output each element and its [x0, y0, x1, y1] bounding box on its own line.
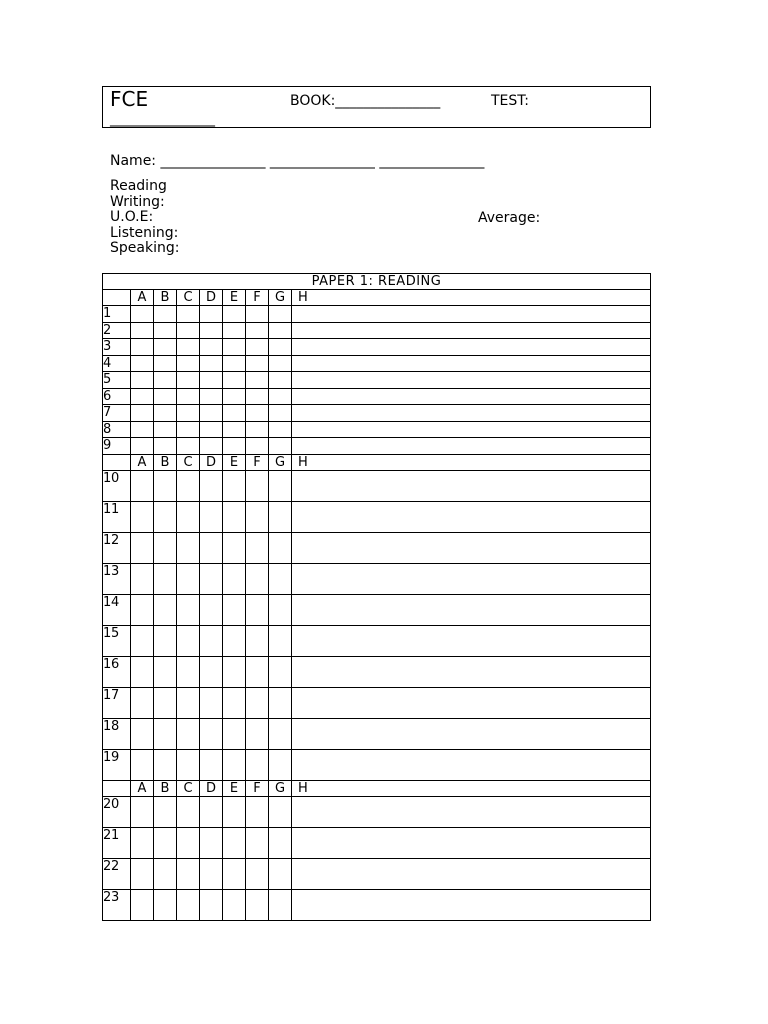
letter-header-h: H [292, 290, 651, 306]
question-number: 1 [103, 306, 131, 323]
answer-cell-b[interactable] [154, 470, 177, 501]
letter-header-c: C [177, 454, 200, 470]
answer-cell-d[interactable] [200, 470, 223, 501]
answer-cell-h[interactable] [292, 625, 651, 656]
answer-cell-c[interactable] [177, 687, 200, 718]
answer-cell-c[interactable] [177, 532, 200, 563]
answer-cell-a[interactable] [131, 322, 154, 339]
answer-cell-h[interactable] [292, 322, 651, 339]
answer-cell-f[interactable] [246, 749, 269, 780]
test-field: TEST: [491, 93, 530, 109]
answer-cell-h[interactable] [292, 858, 651, 889]
answer-cell-a[interactable] [131, 594, 154, 625]
answer-cell-e[interactable] [223, 421, 246, 438]
answer-cell-c[interactable] [177, 388, 200, 405]
answer-cell-d[interactable] [200, 339, 223, 356]
answer-cell-a[interactable] [131, 470, 154, 501]
answer-cell-a[interactable] [131, 656, 154, 687]
answer-cell-g[interactable] [269, 438, 292, 455]
answer-cell-g[interactable] [269, 501, 292, 532]
question-number: 15 [103, 625, 131, 656]
answer-cell-h[interactable] [292, 532, 651, 563]
question-number: 20 [103, 796, 131, 827]
letter-header-a: A [131, 290, 154, 306]
answer-cell-c[interactable] [177, 625, 200, 656]
question-row [103, 532, 651, 563]
answer-cell-h[interactable] [292, 372, 651, 389]
answer-cell-g[interactable] [269, 405, 292, 422]
answer-cell-b[interactable] [154, 388, 177, 405]
question-number: 13 [103, 563, 131, 594]
answer-cell-h[interactable] [292, 687, 651, 718]
answer-cell-h[interactable] [292, 889, 651, 920]
answer-cell-e[interactable] [223, 858, 246, 889]
corner-cell [103, 290, 131, 306]
question-number: 2 [103, 322, 131, 339]
answer-cell-f[interactable] [246, 532, 269, 563]
letter-header-e: E [223, 780, 246, 796]
question-number: 11 [103, 501, 131, 532]
letter-header-row [103, 290, 651, 306]
answer-cell-g[interactable] [269, 749, 292, 780]
answer-cell-a[interactable] [131, 718, 154, 749]
answer-cell-d[interactable] [200, 532, 223, 563]
answer-cell-g[interactable] [269, 687, 292, 718]
answer-cell-f[interactable] [246, 625, 269, 656]
answer-cell-e[interactable] [223, 625, 246, 656]
answer-cell-g[interactable] [269, 372, 292, 389]
test-field-line: _______________ [110, 111, 215, 127]
question-number: 9 [103, 438, 131, 455]
answer-cell-f[interactable] [246, 405, 269, 422]
answer-cell-b[interactable] [154, 501, 177, 532]
answer-cell-e[interactable] [223, 749, 246, 780]
answer-cell-d[interactable] [200, 749, 223, 780]
answer-cell-h[interactable] [292, 718, 651, 749]
letter-header-g: G [269, 290, 292, 306]
answer-cell-e[interactable] [223, 827, 246, 858]
answer-cell-e[interactable] [223, 532, 246, 563]
answer-cell-h[interactable] [292, 355, 651, 372]
paper-title: PAPER 1: READING [103, 274, 651, 290]
answer-cell-h[interactable] [292, 339, 651, 356]
answer-cell-b[interactable] [154, 339, 177, 356]
question-number: 6 [103, 388, 131, 405]
question-row [103, 594, 651, 625]
question-row [103, 355, 651, 372]
question-number: 16 [103, 656, 131, 687]
answer-cell-b[interactable] [154, 322, 177, 339]
answer-cell-g[interactable] [269, 421, 292, 438]
answer-cell-f[interactable] [246, 889, 269, 920]
answer-cell-b[interactable] [154, 421, 177, 438]
question-row [103, 405, 651, 422]
answer-cell-a[interactable] [131, 749, 154, 780]
question-number: 8 [103, 421, 131, 438]
answer-cell-f[interactable] [246, 339, 269, 356]
answer-cell-b[interactable] [154, 563, 177, 594]
answer-cell-a[interactable] [131, 625, 154, 656]
answer-cell-f[interactable] [246, 656, 269, 687]
question-number: 21 [103, 827, 131, 858]
answer-cell-d[interactable] [200, 625, 223, 656]
answer-cell-a[interactable] [131, 563, 154, 594]
answer-cell-h[interactable] [292, 594, 651, 625]
answer-cell-c[interactable] [177, 322, 200, 339]
answer-cell-g[interactable] [269, 594, 292, 625]
answer-cell-h[interactable] [292, 405, 651, 422]
letter-header-d: D [200, 290, 223, 306]
answer-cell-a[interactable] [131, 501, 154, 532]
answer-cell-f[interactable] [246, 501, 269, 532]
answer-cell-a[interactable] [131, 339, 154, 356]
letter-header-h: H [292, 454, 651, 470]
question-row [103, 625, 651, 656]
answer-cell-d[interactable] [200, 405, 223, 422]
question-number: 4 [103, 355, 131, 372]
question-number: 17 [103, 687, 131, 718]
question-row [103, 339, 651, 356]
letter-header-f: F [246, 454, 269, 470]
question-row [103, 306, 651, 323]
answer-cell-a[interactable] [131, 827, 154, 858]
answer-cell-c[interactable] [177, 470, 200, 501]
answer-cell-e[interactable] [223, 388, 246, 405]
answer-cell-f[interactable] [246, 355, 269, 372]
question-number: 23 [103, 889, 131, 920]
answer-cell-d[interactable] [200, 421, 223, 438]
answer-cell-a[interactable] [131, 889, 154, 920]
answer-cell-g[interactable] [269, 563, 292, 594]
question-row [103, 470, 651, 501]
answer-cell-b[interactable] [154, 687, 177, 718]
question-number: 5 [103, 372, 131, 389]
answer-cell-h[interactable] [292, 656, 651, 687]
answer-cell-d[interactable] [200, 388, 223, 405]
answer-cell-d[interactable] [200, 858, 223, 889]
answer-cell-h[interactable] [292, 796, 651, 827]
letter-header-c: C [177, 780, 200, 796]
answer-cell-b[interactable] [154, 625, 177, 656]
question-number: 22 [103, 858, 131, 889]
answer-cell-b[interactable] [154, 656, 177, 687]
name-field: Name: _______________ _______________ _______________ [110, 153, 485, 169]
answer-cell-b[interactable] [154, 749, 177, 780]
answer-cell-c[interactable] [177, 594, 200, 625]
average-label: Average: [478, 210, 541, 226]
answer-cell-a[interactable] [131, 796, 154, 827]
answer-cell-d[interactable] [200, 827, 223, 858]
question-row [103, 718, 651, 749]
question-row [103, 438, 651, 455]
answer-cell-g[interactable] [269, 889, 292, 920]
question-row [103, 796, 651, 827]
answer-cell-h[interactable] [292, 749, 651, 780]
answer-cell-d[interactable] [200, 306, 223, 323]
answer-cell-f[interactable] [246, 388, 269, 405]
answer-cell-f[interactable] [246, 563, 269, 594]
answer-cell-d[interactable] [200, 687, 223, 718]
answer-cell-e[interactable] [223, 405, 246, 422]
answer-cell-a[interactable] [131, 687, 154, 718]
answer-cell-h[interactable] [292, 470, 651, 501]
answer-cell-g[interactable] [269, 532, 292, 563]
answer-cell-b[interactable] [154, 355, 177, 372]
answer-cell-d[interactable] [200, 889, 223, 920]
answer-cell-b[interactable] [154, 438, 177, 455]
answer-cell-d[interactable] [200, 656, 223, 687]
answer-cell-f[interactable] [246, 421, 269, 438]
question-row [103, 421, 651, 438]
answer-cell-h[interactable] [292, 388, 651, 405]
question-row [103, 827, 651, 858]
question-row [103, 388, 651, 405]
answer-cell-c[interactable] [177, 749, 200, 780]
answer-cell-d[interactable] [200, 372, 223, 389]
answer-cell-g[interactable] [269, 656, 292, 687]
answer-cell-f[interactable] [246, 687, 269, 718]
letter-header-a: A [131, 780, 154, 796]
answer-cell-c[interactable] [177, 858, 200, 889]
score-uoe: U.O.E: [110, 209, 154, 225]
answer-cell-f[interactable] [246, 470, 269, 501]
answer-cell-a[interactable] [131, 306, 154, 323]
letter-header-b: B [154, 780, 177, 796]
answer-cell-f[interactable] [246, 322, 269, 339]
answer-cell-d[interactable] [200, 718, 223, 749]
answer-cell-f[interactable] [246, 796, 269, 827]
question-row [103, 749, 651, 780]
score-speaking: Speaking: [110, 240, 180, 256]
answer-cell-f[interactable] [246, 372, 269, 389]
answer-cell-b[interactable] [154, 889, 177, 920]
letter-header-row [103, 780, 651, 796]
letter-header-g: G [269, 454, 292, 470]
answer-cell-e[interactable] [223, 372, 246, 389]
answer-cell-h[interactable] [292, 306, 651, 323]
question-number: 18 [103, 718, 131, 749]
question-row [103, 322, 651, 339]
answer-cell-b[interactable] [154, 796, 177, 827]
answer-cell-h[interactable] [292, 563, 651, 594]
question-row [103, 889, 651, 920]
question-row [103, 372, 651, 389]
answer-cell-c[interactable] [177, 405, 200, 422]
answer-cell-c[interactable] [177, 438, 200, 455]
answer-cell-g[interactable] [269, 718, 292, 749]
letter-header-h: H [292, 780, 651, 796]
answer-cell-c[interactable] [177, 718, 200, 749]
answer-cell-f[interactable] [246, 718, 269, 749]
answer-cell-f[interactable] [246, 306, 269, 323]
answer-cell-e[interactable] [223, 563, 246, 594]
letter-header-e: E [223, 454, 246, 470]
answer-cell-b[interactable] [154, 858, 177, 889]
letter-header-d: D [200, 780, 223, 796]
letter-header-e: E [223, 290, 246, 306]
letter-header-f: F [246, 780, 269, 796]
answer-cell-a[interactable] [131, 438, 154, 455]
answer-cell-c[interactable] [177, 421, 200, 438]
score-writing: Writing: [110, 193, 165, 210]
answer-cell-a[interactable] [131, 372, 154, 389]
question-number: 19 [103, 749, 131, 780]
answer-cell-f[interactable] [246, 594, 269, 625]
corner-cell [103, 780, 131, 796]
answer-cell-h[interactable] [292, 501, 651, 532]
answer-cell-g[interactable] [269, 796, 292, 827]
answer-cell-a[interactable] [131, 388, 154, 405]
answer-cell-c[interactable] [177, 827, 200, 858]
answer-cell-g[interactable] [269, 858, 292, 889]
answer-cell-e[interactable] [223, 501, 246, 532]
question-row [103, 501, 651, 532]
answer-cell-d[interactable] [200, 355, 223, 372]
answer-cell-c[interactable] [177, 372, 200, 389]
answer-cell-e[interactable] [223, 796, 246, 827]
question-number: 7 [103, 405, 131, 422]
answer-cell-h[interactable] [292, 827, 651, 858]
answer-cell-g[interactable] [269, 355, 292, 372]
answer-cell-a[interactable] [131, 355, 154, 372]
answer-cell-a[interactable] [131, 421, 154, 438]
answer-cell-g[interactable] [269, 470, 292, 501]
answer-cell-e[interactable] [223, 687, 246, 718]
answer-cell-c[interactable] [177, 796, 200, 827]
answer-cell-g[interactable] [269, 306, 292, 323]
answer-cell-c[interactable] [177, 889, 200, 920]
answer-cell-c[interactable] [177, 656, 200, 687]
answer-cell-b[interactable] [154, 532, 177, 563]
answer-cell-b[interactable] [154, 827, 177, 858]
answer-cell-e[interactable] [223, 438, 246, 455]
answer-cell-c[interactable] [177, 339, 200, 356]
score-listening: Listening: [110, 224, 179, 241]
question-row [103, 656, 651, 687]
answer-cell-e[interactable] [223, 322, 246, 339]
book-field: BOOK:_______________ [290, 93, 441, 109]
answer-cell-h[interactable] [292, 421, 651, 438]
answer-cell-e[interactable] [223, 594, 246, 625]
answer-cell-a[interactable] [131, 405, 154, 422]
answer-cell-d[interactable] [200, 501, 223, 532]
question-row [103, 687, 651, 718]
answer-cell-g[interactable] [269, 322, 292, 339]
exam-name: FCE [110, 87, 149, 111]
answer-cell-g[interactable] [269, 339, 292, 356]
answer-cell-e[interactable] [223, 355, 246, 372]
answer-cell-e[interactable] [223, 656, 246, 687]
answer-cell-g[interactable] [269, 388, 292, 405]
answer-cell-f[interactable] [246, 827, 269, 858]
answer-cell-e[interactable] [223, 470, 246, 501]
answer-cell-b[interactable] [154, 594, 177, 625]
answer-cell-c[interactable] [177, 306, 200, 323]
letter-header-b: B [154, 454, 177, 470]
answer-cell-d[interactable] [200, 594, 223, 625]
answer-cell-b[interactable] [154, 306, 177, 323]
answer-cell-e[interactable] [223, 339, 246, 356]
letter-header-row [103, 454, 651, 470]
answer-cell-e[interactable] [223, 306, 246, 323]
answer-cell-b[interactable] [154, 718, 177, 749]
answer-cell-f[interactable] [246, 858, 269, 889]
answer-cell-d[interactable] [200, 563, 223, 594]
score-reading: Reading [110, 178, 167, 194]
question-row [103, 563, 651, 594]
answer-cell-g[interactable] [269, 625, 292, 656]
answer-cell-c[interactable] [177, 563, 200, 594]
answer-cell-e[interactable] [223, 718, 246, 749]
answer-cell-a[interactable] [131, 532, 154, 563]
header-box [102, 86, 651, 128]
score-list [110, 179, 179, 257]
question-number: 12 [103, 532, 131, 563]
answer-cell-h[interactable] [292, 438, 651, 455]
answer-cell-d[interactable] [200, 796, 223, 827]
answer-cell-e[interactable] [223, 889, 246, 920]
letter-header-g: G [269, 780, 292, 796]
answer-cell-b[interactable] [154, 372, 177, 389]
letter-header-b: B [154, 290, 177, 306]
answer-cell-a[interactable] [131, 858, 154, 889]
question-row [103, 858, 651, 889]
answer-cell-c[interactable] [177, 501, 200, 532]
question-number: 10 [103, 470, 131, 501]
answer-cell-d[interactable] [200, 322, 223, 339]
letter-header-f: F [246, 290, 269, 306]
answer-cell-d[interactable] [200, 438, 223, 455]
answer-cell-g[interactable] [269, 827, 292, 858]
answer-cell-c[interactable] [177, 355, 200, 372]
corner-cell [103, 454, 131, 470]
answer-cell-b[interactable] [154, 405, 177, 422]
question-number: 3 [103, 339, 131, 356]
answer-cell-f[interactable] [246, 438, 269, 455]
question-number: 14 [103, 594, 131, 625]
answer-grid [102, 273, 651, 921]
letter-header-c: C [177, 290, 200, 306]
letter-header-a: A [131, 454, 154, 470]
letter-header-d: D [200, 454, 223, 470]
